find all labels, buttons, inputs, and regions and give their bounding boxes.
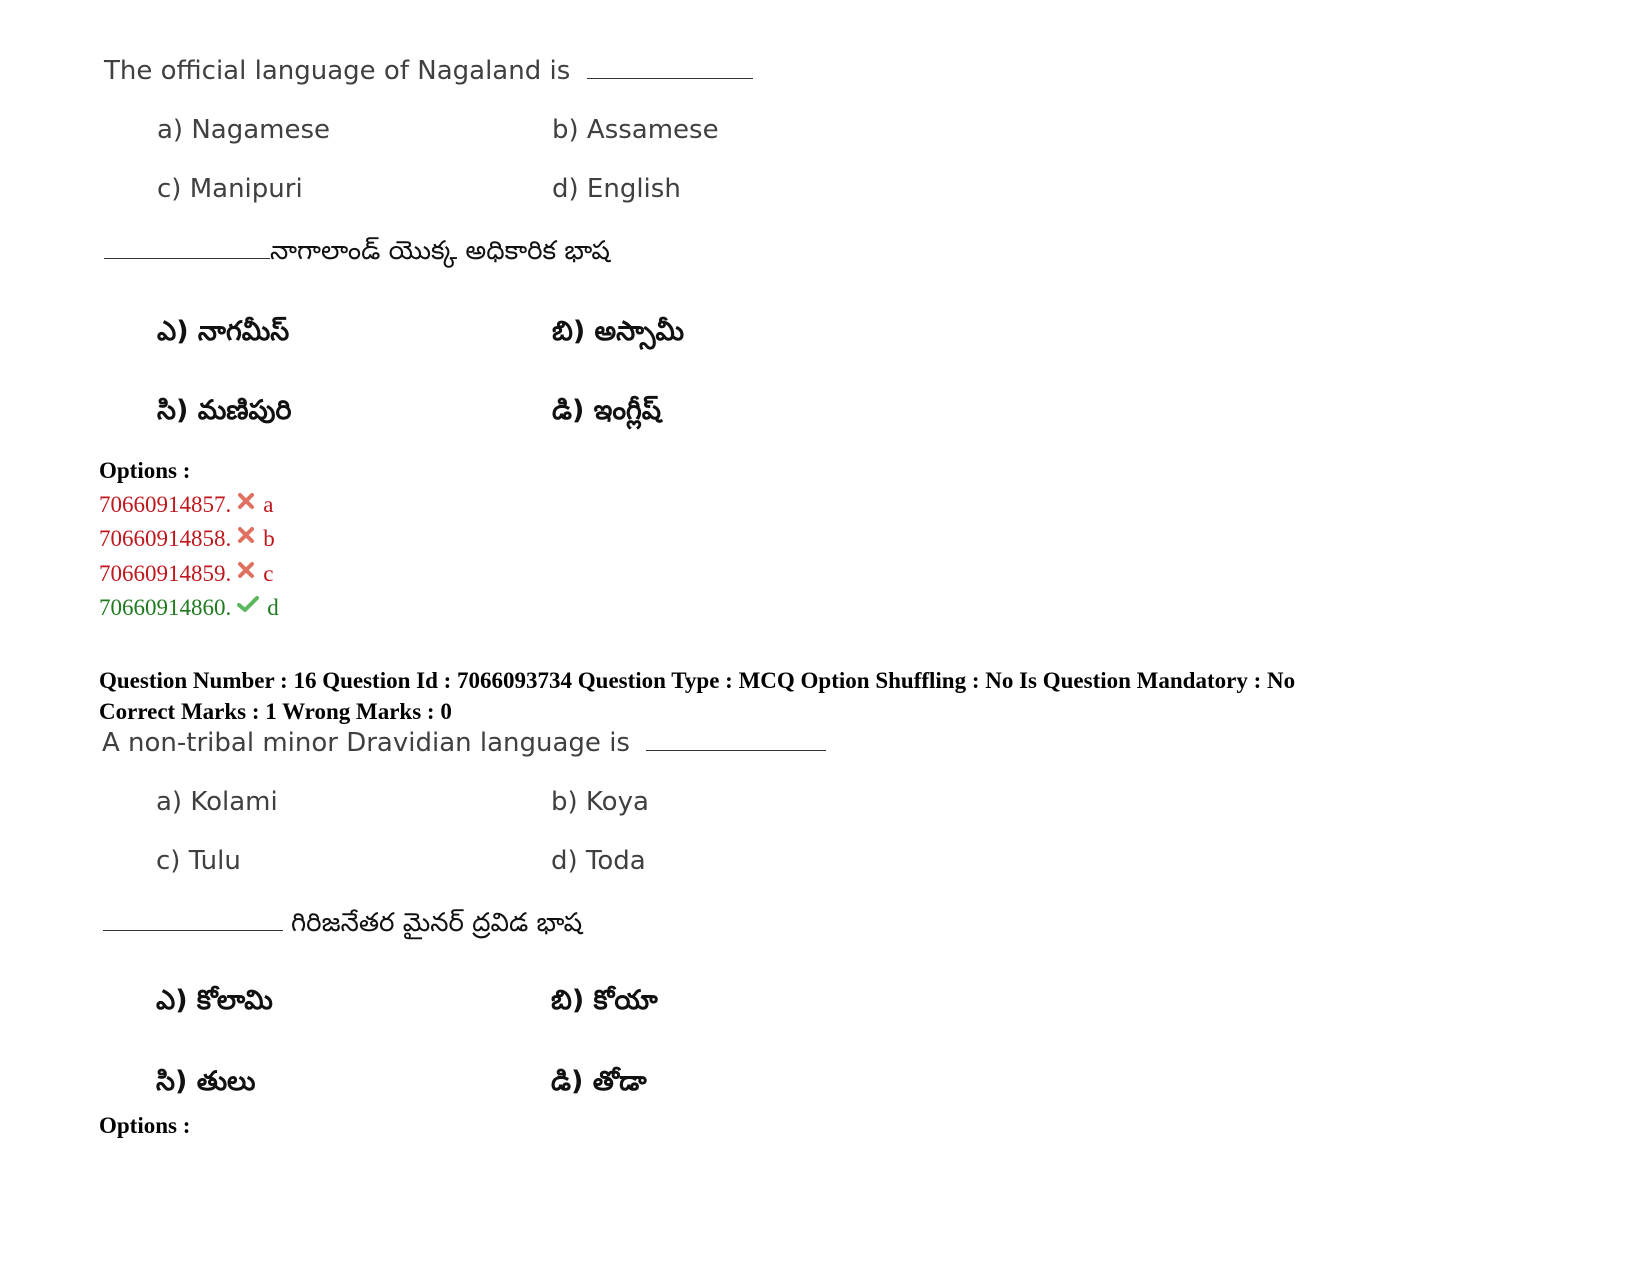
question-text: నాగాలాండ్ యొక్క అధికారిక భాష	[270, 236, 610, 266]
question-meta-line2: Correct Marks : 1 Wrong Marks : 0	[99, 699, 452, 724]
option-c-telugu: సి) మణిపురి	[157, 395, 292, 426]
question-text: The official language of Nagaland is	[104, 56, 571, 86]
choice-letter: b	[263, 526, 275, 551]
question-15-telugu	[104, 236, 610, 272]
choice-id: 70660914857.	[99, 492, 232, 517]
choice-letter: a	[263, 492, 274, 517]
option-d-telugu: డి) ఇంగ్లీష్	[552, 395, 662, 426]
cross-icon	[237, 561, 255, 579]
option-a-telugu: ఎ) నాగమీస్	[157, 316, 290, 347]
option-a-english: a) Kolami	[156, 787, 278, 817]
option-c-english: c) Tulu	[156, 846, 241, 876]
option-c-telugu: సి) తులు	[156, 1066, 256, 1097]
question-16-telugu	[103, 908, 582, 944]
check-icon	[237, 595, 259, 613]
option-d-english: d) Toda	[551, 846, 646, 876]
option-d-telugu: డి) తోడా	[551, 1066, 647, 1097]
choice-id: 70660914858.	[99, 526, 232, 551]
choice-row	[99, 561, 273, 587]
choice-row	[99, 492, 273, 518]
question-16-english	[102, 728, 826, 758]
option-d-english: d) English	[552, 174, 681, 204]
choice-row	[99, 526, 275, 552]
choice-id: 70660914860.	[99, 595, 232, 620]
option-b-telugu: బి) అస్సామీ	[552, 316, 685, 347]
question-15-english	[104, 56, 753, 86]
choice-id: 70660914859.	[99, 561, 232, 586]
answer-blank	[104, 257, 270, 259]
choice-row	[99, 595, 279, 621]
option-b-english: b) Koya	[551, 787, 649, 817]
option-b-telugu: బి) కోయా	[551, 985, 658, 1016]
option-a-telugu: ఎ) కోలామి	[156, 985, 273, 1016]
cross-icon	[237, 492, 255, 510]
question-text: A non-tribal minor Dravidian language is	[102, 728, 630, 758]
question-meta-line1: Question Number : 16 Question Id : 7066093734 Question Type : MCQ Option Shuffling : No Is Question Mandatory : No	[99, 668, 1296, 693]
question-text: గిరిజనేతర మైనర్ ద్రవిడ భాష	[291, 908, 583, 938]
option-a-english: a) Nagamese	[157, 115, 331, 145]
option-b-english: b) Assamese	[552, 115, 719, 145]
choice-letter: d	[267, 595, 279, 620]
options-label: Options :	[99, 458, 191, 483]
options-label: Options :	[99, 1113, 191, 1138]
choice-letter: c	[263, 561, 274, 586]
option-c-english: c) Manipuri	[157, 174, 303, 204]
answer-blank	[103, 929, 283, 931]
answer-blank	[646, 749, 826, 751]
cross-icon	[237, 526, 255, 544]
answer-blank	[587, 77, 753, 79]
